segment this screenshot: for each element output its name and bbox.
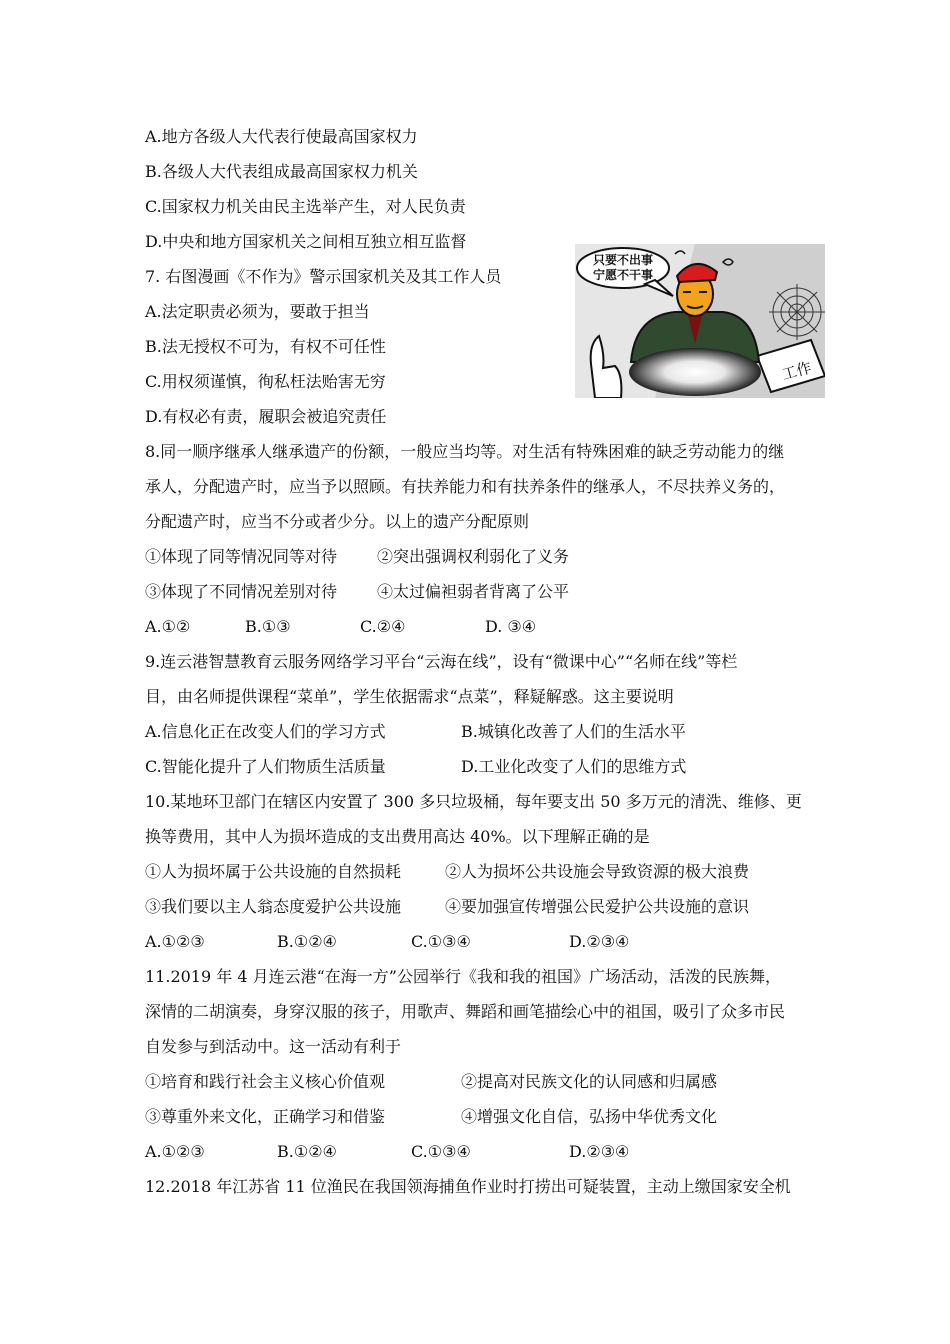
- q11-stem-line-2: 深情的二胡演奏，身穿汉服的孩子，用歌声、舞蹈和画笔描绘心中的祖国，吸引了众多市民: [145, 1002, 786, 1021]
- q11-stem-line-1: 11.2019 年 4 月连云港“在海一方”公园举行《我和我的祖国》广场活动，活泼的民族舞，: [145, 967, 781, 986]
- q11-statement-2: ②提高对民族文化的认同感和归属感: [461, 1072, 718, 1091]
- q10-statement-1: ①人为损坏属于公共设施的自然损耗: [145, 862, 402, 881]
- q6-option-b: B.各级人大代表组成最高国家权力机关: [145, 162, 418, 181]
- q10-choices: [145, 931, 805, 953]
- q11-statement-1: ①培育和践行社会主义核心价值观: [145, 1072, 386, 1091]
- glowing-ball: [629, 348, 761, 396]
- q6-option-d: D.中央和地方国家机关之间相互独立相互监督: [145, 232, 467, 251]
- q6-option-a: A.地方各级人大代表行使最高国家权力: [145, 127, 418, 146]
- q12-stem-line-1: 12.2018 年江苏省 11 位渔民在我国领海捕鱼作业时打捞出可疑装置，主动上缴国家安全机: [145, 1177, 791, 1196]
- bubble-text-1: 只要不出事: [592, 253, 654, 267]
- q7-option-c: C.用权须谨慎，徇私枉法贻害无穷: [145, 372, 386, 391]
- q11-statement-3: ③尊重外来文化，正确学习和借鉴: [145, 1107, 386, 1126]
- q8-choice-a: A.①②: [145, 617, 191, 636]
- q10-choice-b: B.①②④: [277, 932, 337, 951]
- q8-statements-row-1: [145, 546, 805, 568]
- q11-stem-line-3: 自发参与到活动中。这一活动有利于: [145, 1037, 402, 1056]
- q8-statement-2: ②突出强调权利弱化了义务: [377, 547, 570, 566]
- paper-text: 工作: [779, 358, 814, 384]
- q9-stem-line-2: 目，由名师提供课程“菜单”，学生依据需求“点菜”，释疑解惑。这主要说明: [145, 687, 674, 706]
- q8-choices: [145, 616, 805, 638]
- q10-statement-4: ④要加强宣传增强公民爱护公共设施的意识: [445, 897, 750, 916]
- q10-statements-row-1: [145, 861, 805, 883]
- q10-choice-a: A.①②③: [145, 932, 205, 951]
- spider-web-icon: [769, 284, 825, 340]
- q11-choice-a: A.①②③: [145, 1142, 205, 1161]
- q10-choice-d: D.②③④: [569, 932, 630, 951]
- q8-statement-3: ③体现了不同情况差别对待: [145, 582, 338, 601]
- q10-statement-3: ③我们要以主人翁态度爱护公共设施: [145, 897, 402, 916]
- q6-option-c: C.国家权力机关由民主选举产生，对人民负责: [145, 197, 466, 216]
- q9-choice-d: D.工业化改变了人们的思维方式: [461, 757, 687, 776]
- q8-choice-d: D. ③④: [485, 617, 537, 636]
- q8-stem-line-3: 分配遗产时，应当不分或者少分。以上的遗产分配原则: [145, 512, 530, 531]
- q11-choice-b: B.①②④: [277, 1142, 337, 1161]
- q9-choices-row-1: [145, 721, 805, 743]
- q11-statements-row-2: [145, 1106, 805, 1128]
- q7-option-d: D.有权必有责，履职会被追究责任: [145, 407, 387, 426]
- q7-option-a: A.法定职责必须为，要敢于担当: [145, 302, 370, 321]
- cartoon-illustration: [575, 244, 825, 398]
- q11-choices: [145, 1141, 805, 1163]
- q10-stem-line-1: 10.某地环卫部门在辖区内安置了 300 多只垃圾桶，每年要支出 50 多万元的清洗、维修、更: [145, 792, 802, 811]
- q7-option-b: B.法无授权不可为，有权不可任性: [145, 337, 386, 356]
- q10-stem-line-2: 换等费用，其中人为损坏造成的支出费用高达 40%。以下理解正确的是: [145, 827, 650, 846]
- q8-statement-1: ①体现了同等情况同等对待: [145, 547, 338, 566]
- q10-choice-c: C.①③④: [411, 932, 471, 951]
- q7-stem: 7. 右图漫画《不作为》警示国家机关及其工作人员: [145, 267, 502, 286]
- q9-choices-row-2: [145, 756, 805, 778]
- q9-choice-c: C.智能化提升了人们物质生活质量: [145, 757, 386, 776]
- q10-statement-2: ②人为损坏公共设施会导致资源的极大浪费: [445, 862, 750, 881]
- q8-choice-c: C.②④: [360, 617, 406, 636]
- bubble-text-2: 宁愿不干事: [592, 268, 654, 282]
- q9-stem-line-1: 9.连云港智慧教育云服务网络学习平台“云海在线”，设有“微课中心”“名师在线”等栏: [145, 652, 738, 671]
- q8-choice-b: B.①③: [245, 617, 291, 636]
- q11-statement-4: ④增强文化自信，弘扬中华优秀文化: [461, 1107, 718, 1126]
- q11-statements-row-1: [145, 1071, 805, 1093]
- q9-choice-b: B.城镇化改善了人们的生活水平: [461, 722, 686, 741]
- q8-statements-row-2: [145, 581, 805, 603]
- q11-choice-d: D.②③④: [569, 1142, 630, 1161]
- q11-choice-c: C.①③④: [411, 1142, 471, 1161]
- q10-statements-row-2: [145, 896, 805, 918]
- q8-statement-4: ④太过偏袒弱者背离了公平: [377, 582, 570, 601]
- q8-stem-line-1: 8.同一顺序继承人继承遗产的份额，一般应当均等。对生活有特殊困难的缺乏劳动能力的继: [145, 442, 785, 461]
- q8-stem-line-2: 承人，分配遗产时，应当予以照顾。有扶养能力和有扶养条件的继承人，不尽扶养义务的，: [145, 477, 786, 496]
- q9-choice-a: A.信息化正在改变人们的学习方式: [145, 722, 386, 741]
